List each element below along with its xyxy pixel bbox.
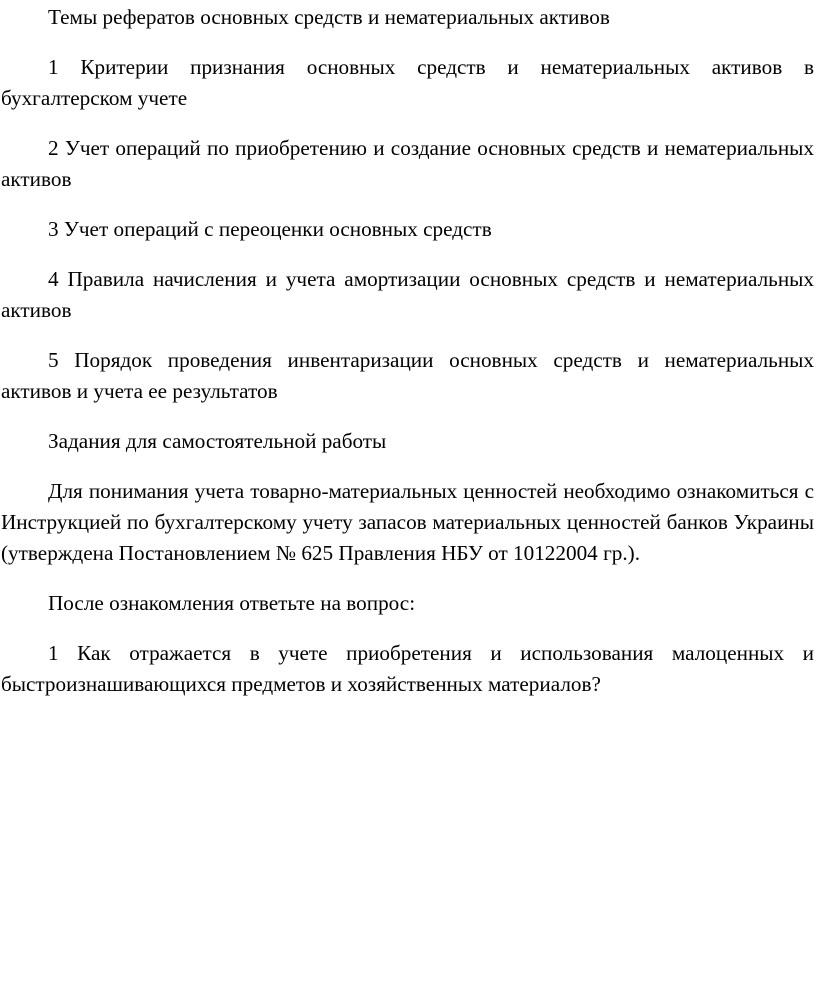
section-heading-topics: Темы рефератов основных средств и нематериальных активов bbox=[48, 5, 610, 29]
topic-item-5: 5 Порядок проведения инвентаризации основных средств и нематериальных активов и учета ее результатов bbox=[1, 348, 814, 403]
topic-item-4: 4 Правила начисления и учета амортизации основных средств и нематериальных активов bbox=[1, 267, 814, 322]
topic-item-1: 1 Критерии признания основных средств и нематериальных активов в бухгалтерском учете bbox=[1, 55, 814, 110]
document-body bbox=[1, 2, 814, 719]
question-prompt: После ознакомления ответьте на вопрос: bbox=[48, 591, 416, 615]
topic-item-3: 3 Учет операций с переоценки основных средств bbox=[48, 217, 492, 241]
section-heading-tasks: Задания для самостоятельной работы bbox=[48, 429, 387, 453]
task-instructions: Для понимания учета товарно-материальных ценностей необходимо ознакомиться с Инструкцией по бухгалтерскому учету запасов материальных ценностей банков Украины (утверждена Постановлением № 625 Правления НБУ от 10122004 гр.). bbox=[1, 479, 814, 565]
topic-item-2: 2 Учет операций по приобретению и создание основных средств и нематериальных активов bbox=[1, 136, 814, 191]
question-item-1: 1 Как отражается в учете приобретения и использования малоценных и быстроизнашивающихся предметов и хозяйственных материалов? bbox=[1, 641, 814, 696]
